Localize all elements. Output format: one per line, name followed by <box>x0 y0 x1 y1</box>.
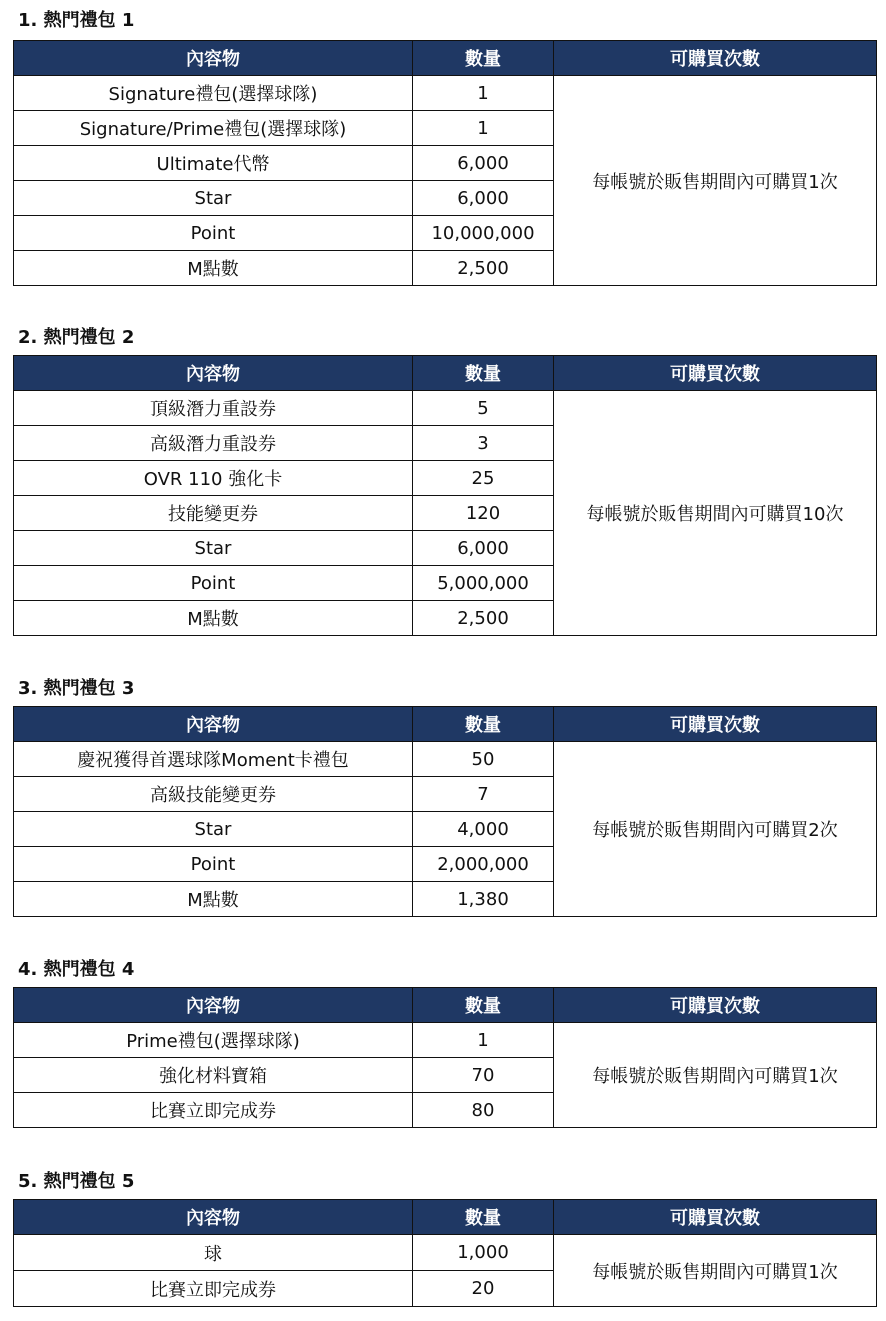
table-row <box>14 1235 877 1271</box>
purchase-limit: 每帳號於販售期間內可購買1次 <box>554 76 877 286</box>
header-row <box>14 707 877 742</box>
package-title: 3. 熱門禮包 3 <box>18 678 135 699</box>
package-title: 4. 熱門禮包 4 <box>18 959 135 980</box>
item-name: Signature禮包(選擇球隊) <box>14 76 413 111</box>
item-quantity: 6,000 <box>413 146 554 181</box>
item-name: Star <box>14 531 413 566</box>
item-quantity: 5 <box>413 391 554 426</box>
item-quantity: 2,500 <box>413 251 554 286</box>
item-quantity: 2,000,000 <box>413 847 554 882</box>
item-quantity: 1 <box>413 111 554 146</box>
item-quantity: 4,000 <box>413 812 554 847</box>
item-quantity: 120 <box>413 496 554 531</box>
purchase-limit: 每帳號於販售期間內可購買1次 <box>554 1023 877 1128</box>
package-table <box>13 1199 877 1307</box>
header-content: 內容物 <box>14 988 413 1023</box>
item-name: 技能變更券 <box>14 496 413 531</box>
item-name: OVR 110 強化卡 <box>14 461 413 496</box>
package-title: 1. 熱門禮包 1 <box>18 10 135 31</box>
item-quantity: 1 <box>413 1023 554 1058</box>
item-name: Star <box>14 812 413 847</box>
item-quantity: 20 <box>413 1271 554 1307</box>
item-name: 強化材料寶箱 <box>14 1058 413 1093</box>
item-name: 高級潛力重設券 <box>14 426 413 461</box>
item-quantity: 2,500 <box>413 601 554 636</box>
header-quantity: 數量 <box>413 707 554 742</box>
item-name: Point <box>14 566 413 601</box>
table-row <box>14 391 877 426</box>
purchase-limit: 每帳號於販售期間內可購買1次 <box>554 1235 877 1307</box>
item-quantity: 25 <box>413 461 554 496</box>
item-quantity: 7 <box>413 777 554 812</box>
header-limit: 可購買次數 <box>554 356 877 391</box>
item-name: 球 <box>14 1235 413 1271</box>
item-name: 比賽立即完成券 <box>14 1093 413 1128</box>
item-quantity: 50 <box>413 742 554 777</box>
package-table <box>13 40 877 286</box>
table-row <box>14 76 877 111</box>
item-name: Star <box>14 181 413 216</box>
item-quantity: 6,000 <box>413 531 554 566</box>
package-table <box>13 706 877 917</box>
package-table <box>13 987 877 1128</box>
header-quantity: 數量 <box>413 988 554 1023</box>
header-limit: 可購買次數 <box>554 707 877 742</box>
item-quantity: 70 <box>413 1058 554 1093</box>
item-quantity: 3 <box>413 426 554 461</box>
header-row <box>14 356 877 391</box>
header-quantity: 數量 <box>413 41 554 76</box>
table-row <box>14 1023 877 1058</box>
item-name: 比賽立即完成券 <box>14 1271 413 1307</box>
header-row <box>14 988 877 1023</box>
purchase-limit: 每帳號於販售期間內可購買10次 <box>554 391 877 636</box>
item-name: Point <box>14 216 413 251</box>
item-quantity: 5,000,000 <box>413 566 554 601</box>
header-limit: 可購買次數 <box>554 988 877 1023</box>
item-name: 慶祝獲得首選球隊Moment卡禮包 <box>14 742 413 777</box>
table-row <box>14 742 877 777</box>
item-name: Signature/Prime禮包(選擇球隊) <box>14 111 413 146</box>
header-content: 內容物 <box>14 41 413 76</box>
item-quantity: 1,000 <box>413 1235 554 1271</box>
header-limit: 可購買次數 <box>554 1200 877 1235</box>
item-name: Prime禮包(選擇球隊) <box>14 1023 413 1058</box>
item-name: M點數 <box>14 882 413 917</box>
item-quantity: 80 <box>413 1093 554 1128</box>
header-content: 內容物 <box>14 1200 413 1235</box>
item-name: Ultimate代幣 <box>14 146 413 181</box>
item-name: 高級技能變更券 <box>14 777 413 812</box>
item-name: Point <box>14 847 413 882</box>
item-name: M點數 <box>14 601 413 636</box>
header-limit: 可購買次數 <box>554 41 877 76</box>
header-content: 內容物 <box>14 356 413 391</box>
item-name: M點數 <box>14 251 413 286</box>
header-quantity: 數量 <box>413 356 554 391</box>
header-content: 內容物 <box>14 707 413 742</box>
header-row <box>14 1200 877 1235</box>
package-title: 2. 熱門禮包 2 <box>18 327 135 348</box>
package-table <box>13 355 877 636</box>
item-quantity: 6,000 <box>413 181 554 216</box>
header-row <box>14 41 877 76</box>
header-quantity: 數量 <box>413 1200 554 1235</box>
item-quantity: 1 <box>413 76 554 111</box>
item-quantity: 10,000,000 <box>413 216 554 251</box>
package-title: 5. 熱門禮包 5 <box>18 1171 135 1192</box>
item-quantity: 1,380 <box>413 882 554 917</box>
item-name: 頂級潛力重設券 <box>14 391 413 426</box>
purchase-limit: 每帳號於販售期間內可購買2次 <box>554 742 877 917</box>
